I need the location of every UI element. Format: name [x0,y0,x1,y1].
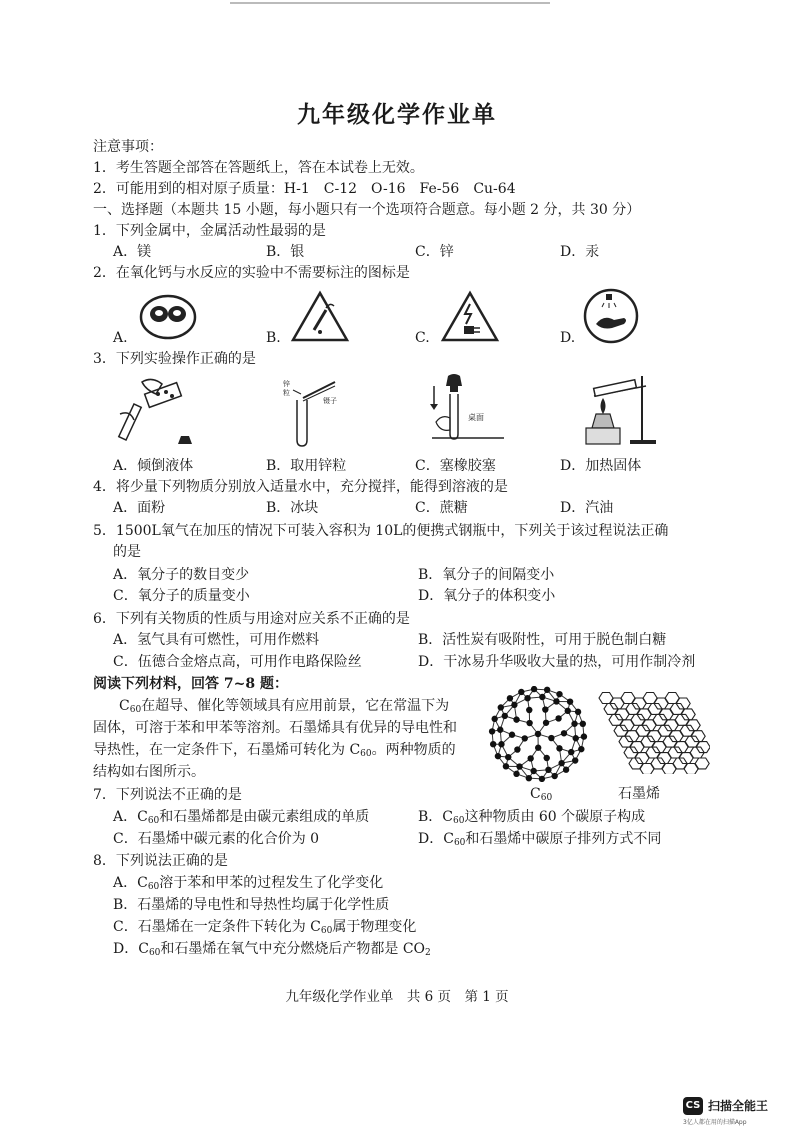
reading-heading: 阅读下列材料，回答 7~8 题： [93,674,288,694]
heating-solid-diagram [572,368,664,448]
q5-stem-line-2: 的是 [113,542,141,562]
camscanner-tagline: 3亿人都在用的扫描App [683,1117,747,1126]
notice-item-1: 1．考生答题全部答在答题纸上，答在本试卷上无效。 [93,158,424,178]
graphene-image-label: 石墨烯 [618,784,660,804]
q7-option-b: B．$C_{60}$这种物质由 60 个碳原子构成 [418,807,645,831]
q6-option-b: B．活性炭有吸附性，可用于脱色制白糖 [418,630,666,650]
q6-option-a: A．氢气具有可燃性，可用作燃料 [113,630,319,650]
q1-stem: 1．下列金属中，金属活动性最弱的是 [93,221,326,241]
q2-option-a: A. [113,328,128,348]
q4-option-c: C．蔗糖 [415,498,468,518]
graphene-structure-image [596,690,710,774]
camscanner-logo-icon: CS [683,1097,703,1115]
hot-surface-warning-icon [290,290,350,344]
q7-option-d: D．$C_{60}$和石墨烯中碳原子排列方式不同 [418,829,661,853]
electrical-hazard-icon [440,290,500,344]
q3-option-b: B．取用锌粒 [266,456,346,476]
c60-image-label: $C_{60}$ [530,784,552,808]
q4-option-d: D．汽油 [560,498,613,518]
scan-edge [230,2,550,4]
page-title: 九年级化学作业单 [0,96,794,129]
reading-paragraph-line-1: $C_{60}$在超导、催化等领域具有应用前景，它在常温下为 [119,696,449,720]
table-label: 桌面 [468,412,484,422]
hand-washing-icon [582,288,640,344]
page-footer: 九年级化学作业单 共 6 页 第 1 页 [0,985,794,1005]
reading-paragraph-line-3: 导热性，在一定条件下，石墨烯可转化为 $C_{60}$。两种物质的 [93,740,456,764]
q2-option-d: D. [560,328,575,348]
svg-text:粒: 粒 [283,388,290,397]
q3-option-a: A．倾倒液体 [113,456,193,476]
tweezers-label: 镊子 [323,396,337,405]
section-heading: 一、选择题（本题共 15 小题，每小题只有一个选项符合题意。每小题 2 分，共 30 分） [93,200,640,220]
reading-paragraph-line-2: 固体，可溶于苯和甲苯等溶剂。石墨烯具有优异的导电性和 [93,718,457,738]
notice-heading: 注意事项： [93,137,163,157]
q1-option-a: A．镁 [113,242,151,262]
q8-option-d: D．$C_{60}$和石墨烯在氧气中充分燃烧后产物都是 $CO_2$ [113,939,431,963]
q8-option-a: A．$C_{60}$溶于苯和甲苯的过程发生了化学变化 [113,873,383,897]
q4-option-a: A．面粉 [113,498,165,518]
q7-option-c: C．石墨烯中碳元素的化合价为 0 [113,829,319,849]
camscanner-name: 扫描全能王 [708,1097,768,1114]
q5-option-b: B．氧分子的间隔变小 [418,565,554,585]
q1-option-d: D．汞 [560,242,599,262]
q6-option-d: D．干冰易升华吸收大量的热，可用作制冷剂 [418,652,695,672]
q5-stem-line-1: 5．1500L氧气在加压的情况下可装入容积为 10L的便携式钢瓶中，下列关于该过程说法正确 [93,521,668,541]
goggles-icon [137,292,199,342]
q5-option-a: A．氧分子的数目变少 [113,565,249,585]
q8-stem: 8．下列说法正确的是 [93,851,228,871]
zinc-label: 锌 [283,379,290,388]
notice-item-2: 2．可能用到的相对原子质量：H-1 C-12 O-16 Fe-56 Cu-64 [93,179,516,199]
q8-option-b: B．石墨烯的导电性和导热性均属于化学性质 [113,895,389,915]
q2-option-c: C. [415,328,430,348]
q7-option-a: A．$C_{60}$和石墨烯都是由碳元素组成的单质 [113,807,369,831]
q6-stem: 6．下列有关物质的性质与用途对应关系不正确的是 [93,609,410,629]
reading-paragraph-line-4: 结构如右图所示。 [93,762,205,782]
q1-option-c: C．锌 [415,242,454,262]
q1-option-b: B．银 [266,242,304,262]
q6-option-c: C．伍德合金熔点高，可用作电路保险丝 [113,652,362,672]
q4-option-b: B．冰块 [266,498,318,518]
c60-structure-image [488,686,588,782]
q2-option-b: B. [266,328,281,348]
q4-stem: 4．将少量下列物质分别放入适量水中，充分搅拌，能得到溶液的是 [93,477,508,497]
q2-stem: 2．在氧化钙与水反应的实验中不需要标注的图标是 [93,263,410,283]
q5-option-d: D．氧分子的体积变小 [418,586,555,606]
adding-zinc-granules-diagram [283,376,353,448]
q3-option-d: D．加热固体 [560,456,641,476]
inserting-rubber-stopper-diagram [428,372,508,448]
q7-stem: 7．下列说法不正确的是 [93,785,242,805]
q5-option-c: C．氧分子的质量变小 [113,586,250,606]
q3-option-c: C．塞橡胶塞 [415,456,496,476]
q3-stem: 3．下列实验操作正确的是 [93,349,256,369]
pouring-liquid-diagram [116,374,200,446]
q8-option-c: C．石墨烯在一定条件下转化为 $C_{60}$属于物理变化 [113,917,416,941]
